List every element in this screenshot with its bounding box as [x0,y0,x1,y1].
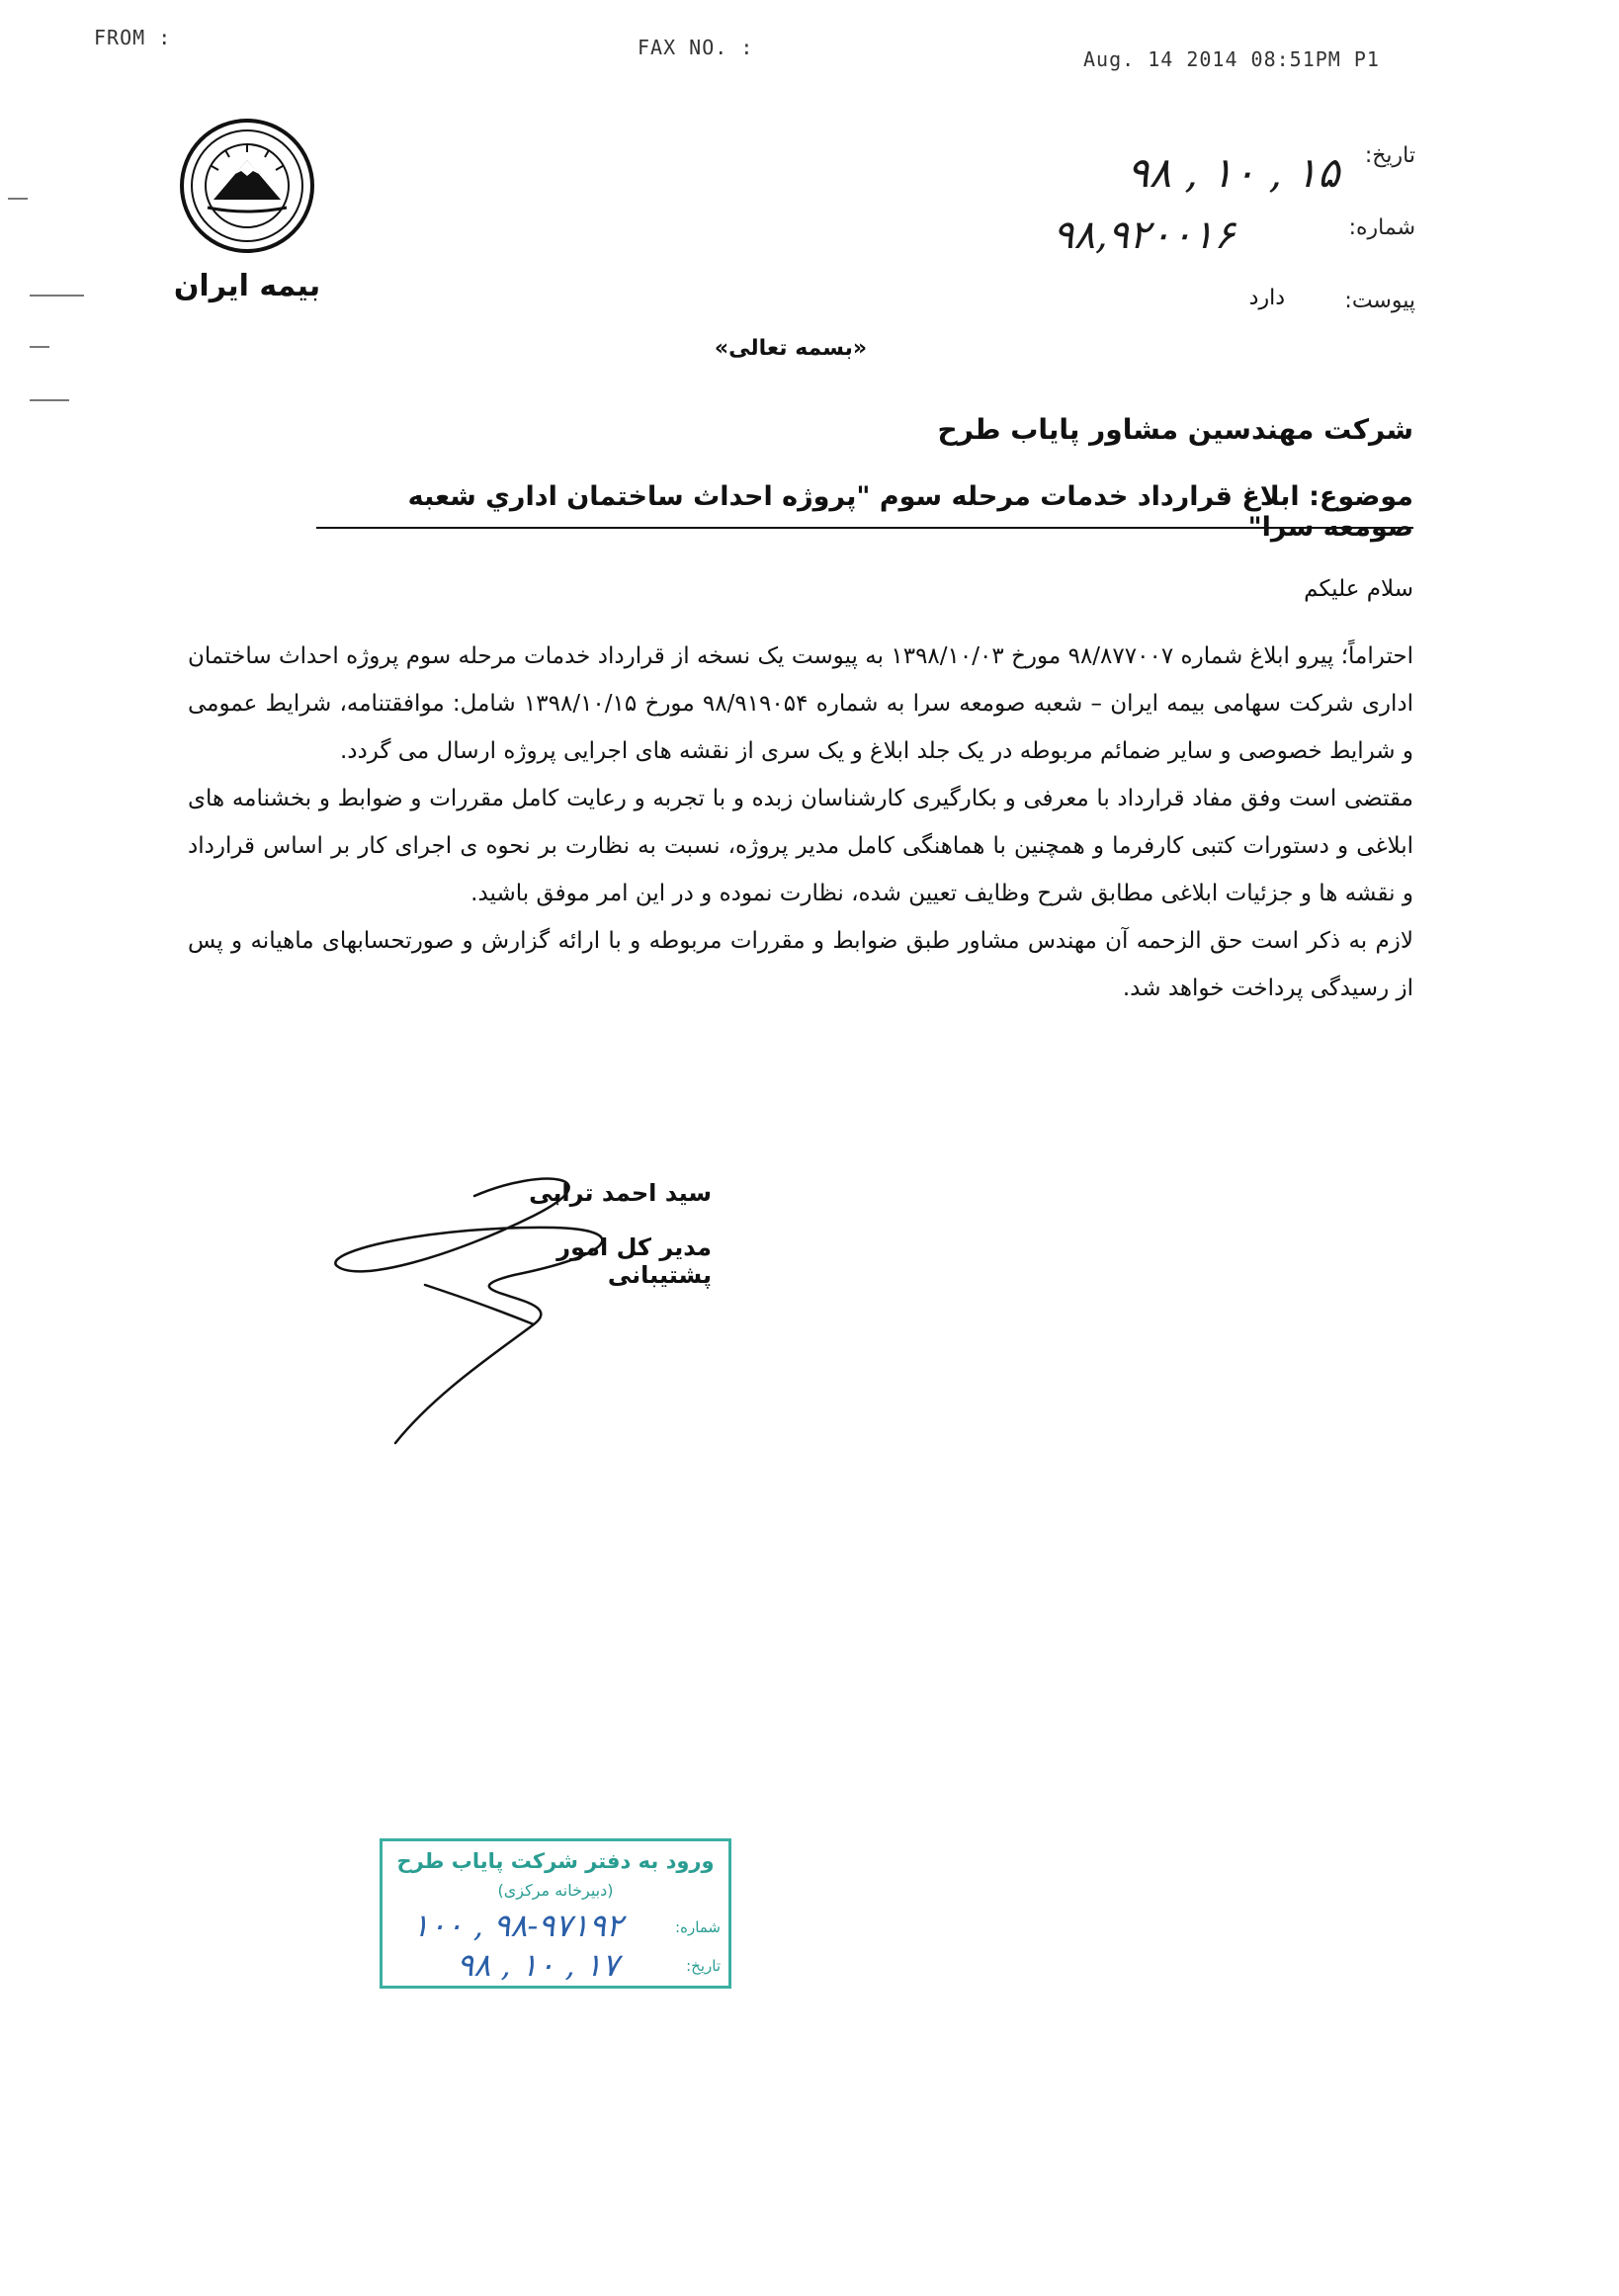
signer-name: سید احمد ترابی [529,1179,712,1207]
body-paragraph: احتراماً؛ پیرو ابلاغ شماره ۹۸/۸۷۷۰۰۷ مورخ ۱۳۹۸/۱۰/۰۳ به پیوست یک نسخه از قرارداد خدمات مرحله سوم پروژه احداث ساختمان اداری شرکت سهامی بیمه ایران – شعبه صومعه سرا به شماره ۹۸/۹۱۹۰۵۴ مورخ ۱۳۹۸/۱۰/۱۵ شامل: موافقتنامه، شرایط عمومی و شرایط خصوصی و سایر ضمائم مربوطه در یک جلد ابلاغ و یک سری از نقشه های اجرایی پروژه ارسال می گردد. [188,643,1414,764]
signer-title: مدیر کل امور پشتیبانی [556,1233,712,1289]
date-value: ۹۸ , ۱۰ , ۱۵ [1127,148,1340,197]
subject: موضوع: ابلاغ قرارداد خدمات مرحله سوم "پروژه احداث ساختمان اداري شعبه صومعه سرا" [407,481,1413,543]
body-paragraph: مقتضی است وفق مفاد قرارداد با معرفی و بکارگیری کارشناسان زبده و با تجربه و رعایت کامل مقررات و ضوابط و بخشنامه های ابلاغی و دستورات کتبی کارفرما و همچنین با هماهنگی کامل مدیر پروژه، نسبت به نظارت بر نحوه ی اجرای کار بر اساس قرارداد و نقشه ها و جزئیات ابلاغی مطابق شرح وظایف تعیین شده، نظارت نموده و در این امر موفق باشید. [188,786,1413,906]
scan-mark [8,198,28,200]
attachment-label: پیوست: [1344,289,1415,313]
company-name: بیمه ایران [173,269,321,303]
date-label: تاریخ: [1364,143,1415,168]
recipient: شرکت مهندسین مشاور پایاب طرح [937,413,1413,446]
reception-stamp [380,1838,731,1989]
subject-underline [316,527,1413,529]
body-paragraph: لازم به ذکر است حق الزحمه آن مهندس مشاور طبق ضوابط و مقررات مربوطه و با ارائه گزارش و صورتحسابهای ماهیانه و پس از رسیدگی پرداخت خواهد شد. [188,928,1413,1001]
stamp-number-value: ۱۰۰ , ۹۸-۹۷۱۹۲ [412,1907,624,1944]
fax-datetime: Aug. 14 2014 08:51PM P1 [1083,47,1380,71]
invocation: «بسمه تعالی» [714,336,868,361]
number-label: شماره: [1348,215,1415,240]
number-value: ۹۸,۹۲۰۰۱۶ [1053,213,1236,258]
stamp-subtitle: (دبیرخانه مرکزی) [497,1881,614,1900]
scan-mark [30,346,49,348]
stamp-title: ورود به دفتر شرکت پایاب طرح [396,1849,715,1873]
stamp-date-value: ۹۸ , ۱۰ , ۱۷ [457,1946,620,1984]
bime-iran-logo-icon [178,117,316,255]
stamp-date-label: تاریخ: [686,1957,721,1975]
greeting: سلام علیکم [1304,576,1413,602]
fax-from-label: FROM : [94,26,172,49]
scan-mark [30,295,84,297]
letter-body [188,633,1413,1012]
stamp-number-label: شماره: [675,1918,721,1936]
scan-mark [30,399,69,401]
fax-number-label: FAX NO. : [638,36,754,59]
attachment-value: دارد [1248,286,1285,310]
